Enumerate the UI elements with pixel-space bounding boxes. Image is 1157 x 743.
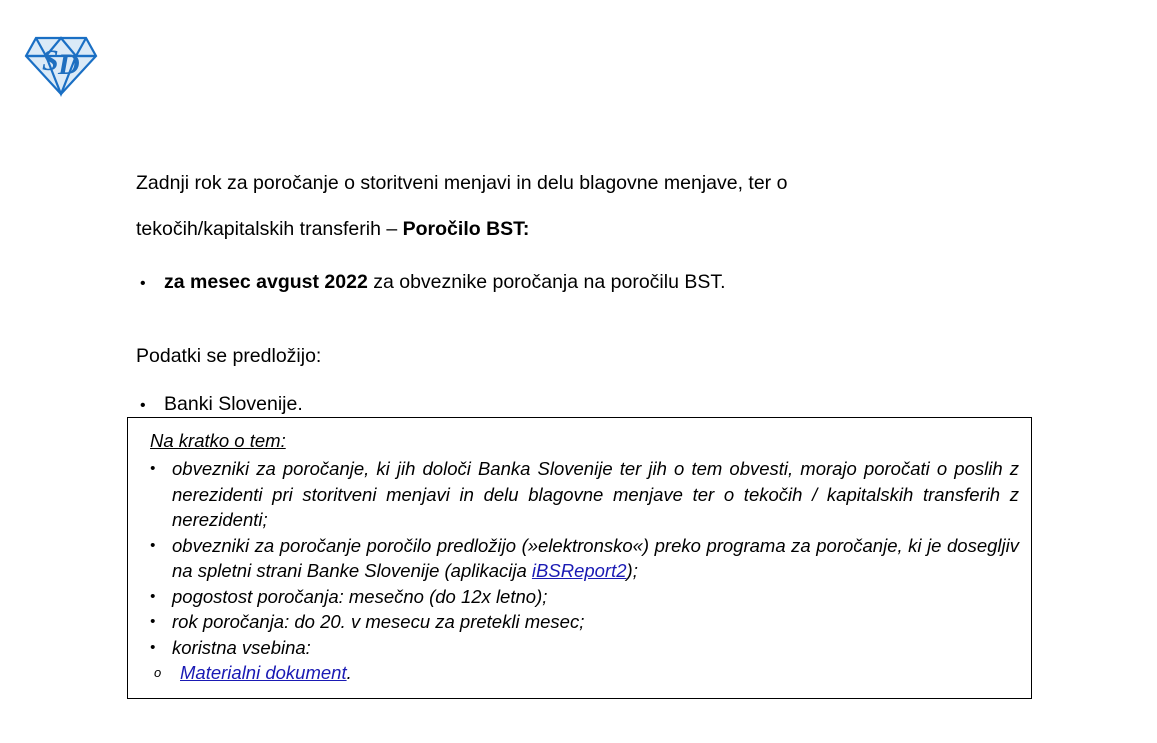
svg-text:S: S [42, 44, 59, 77]
list-item [140, 456, 1019, 533]
submission-bullet-text: Banki Slovenije. [164, 393, 303, 415]
bullet-dot-icon: • [150, 536, 156, 554]
sd-diamond-logo [22, 28, 100, 100]
intro-line2-plain: tekočih/kapitalskih transferih – [136, 218, 403, 240]
bullet-dot-icon: • [150, 460, 156, 477]
bullet1-text [164, 268, 726, 296]
bullet-circle-icon: o [154, 665, 162, 680]
summary-item-2-after: ); [626, 560, 638, 581]
summary-item-3-text: pogostost poročanja: mesečno (do 12x letno); [172, 585, 548, 607]
document-body [136, 160, 1024, 420]
submission-heading: Podatki se predložijo: [136, 345, 322, 367]
intro-line2-bold: Poročilo BST: [402, 218, 530, 240]
list-item [140, 533, 1019, 584]
summary-item-2-text [172, 533, 1019, 584]
bullet-dot-icon: • [150, 638, 156, 656]
list-item [140, 584, 1019, 610]
bullet-dot-icon: • [150, 587, 156, 605]
intro-line1-plain: Zadnji rok za poročanje o storitveni menjavi in delu blagovne menjave, ter o [136, 172, 788, 194]
bullet-dot-icon: • [140, 275, 146, 292]
materialni-dokument-link[interactable]: Materialni dokument [180, 662, 347, 683]
list-item [136, 390, 1024, 420]
summary-item-2-before: obvezniki za poročanje poročilo predložijo (»elektronsko«) preko programa za poročanje, ki je dosegljiv na spletni strani Banke Slovenije (aplikacija [172, 534, 1019, 581]
list-item [140, 609, 1019, 635]
summary-box [127, 417, 1032, 699]
summary-box-title: Na kratko o tem: [150, 430, 286, 451]
bullet1-rest: za obveznike poročanja na poročilu BST. [367, 271, 726, 293]
list-item [140, 635, 1019, 661]
svg-text:D: D [58, 48, 80, 81]
list-item [136, 268, 1024, 298]
summary-item-1-text: obvezniki za poročanje, ki jih določi Banka Slovenije ter jih o tem obvesti, morajo poročati o poslih z nerezidenti pri storitveni menjavi in delu blagovne menjave ter o tekočih / kapitalskih transferih z nerezidenti; [172, 458, 1019, 530]
intro-paragraph [136, 160, 1024, 252]
sub-item-after: . [346, 662, 352, 683]
summary-box-list [140, 456, 1019, 660]
list-item [140, 660, 1019, 686]
summary-item-5-text: koristna vsebina: [172, 636, 311, 658]
bullet-dot-icon: • [150, 613, 156, 630]
summary-item-4-text: rok poročanja: do 20. v mesecu za pretekli mesec; [172, 611, 585, 632]
bullet-dot-icon: • [140, 397, 146, 414]
bullet1-bold: za mesec avgust 2022 [164, 271, 368, 293]
summary-box-sublist [140, 660, 1019, 686]
ibsreport2-link[interactable]: iBSReport2 [531, 560, 627, 581]
sub-item-text [180, 660, 352, 686]
